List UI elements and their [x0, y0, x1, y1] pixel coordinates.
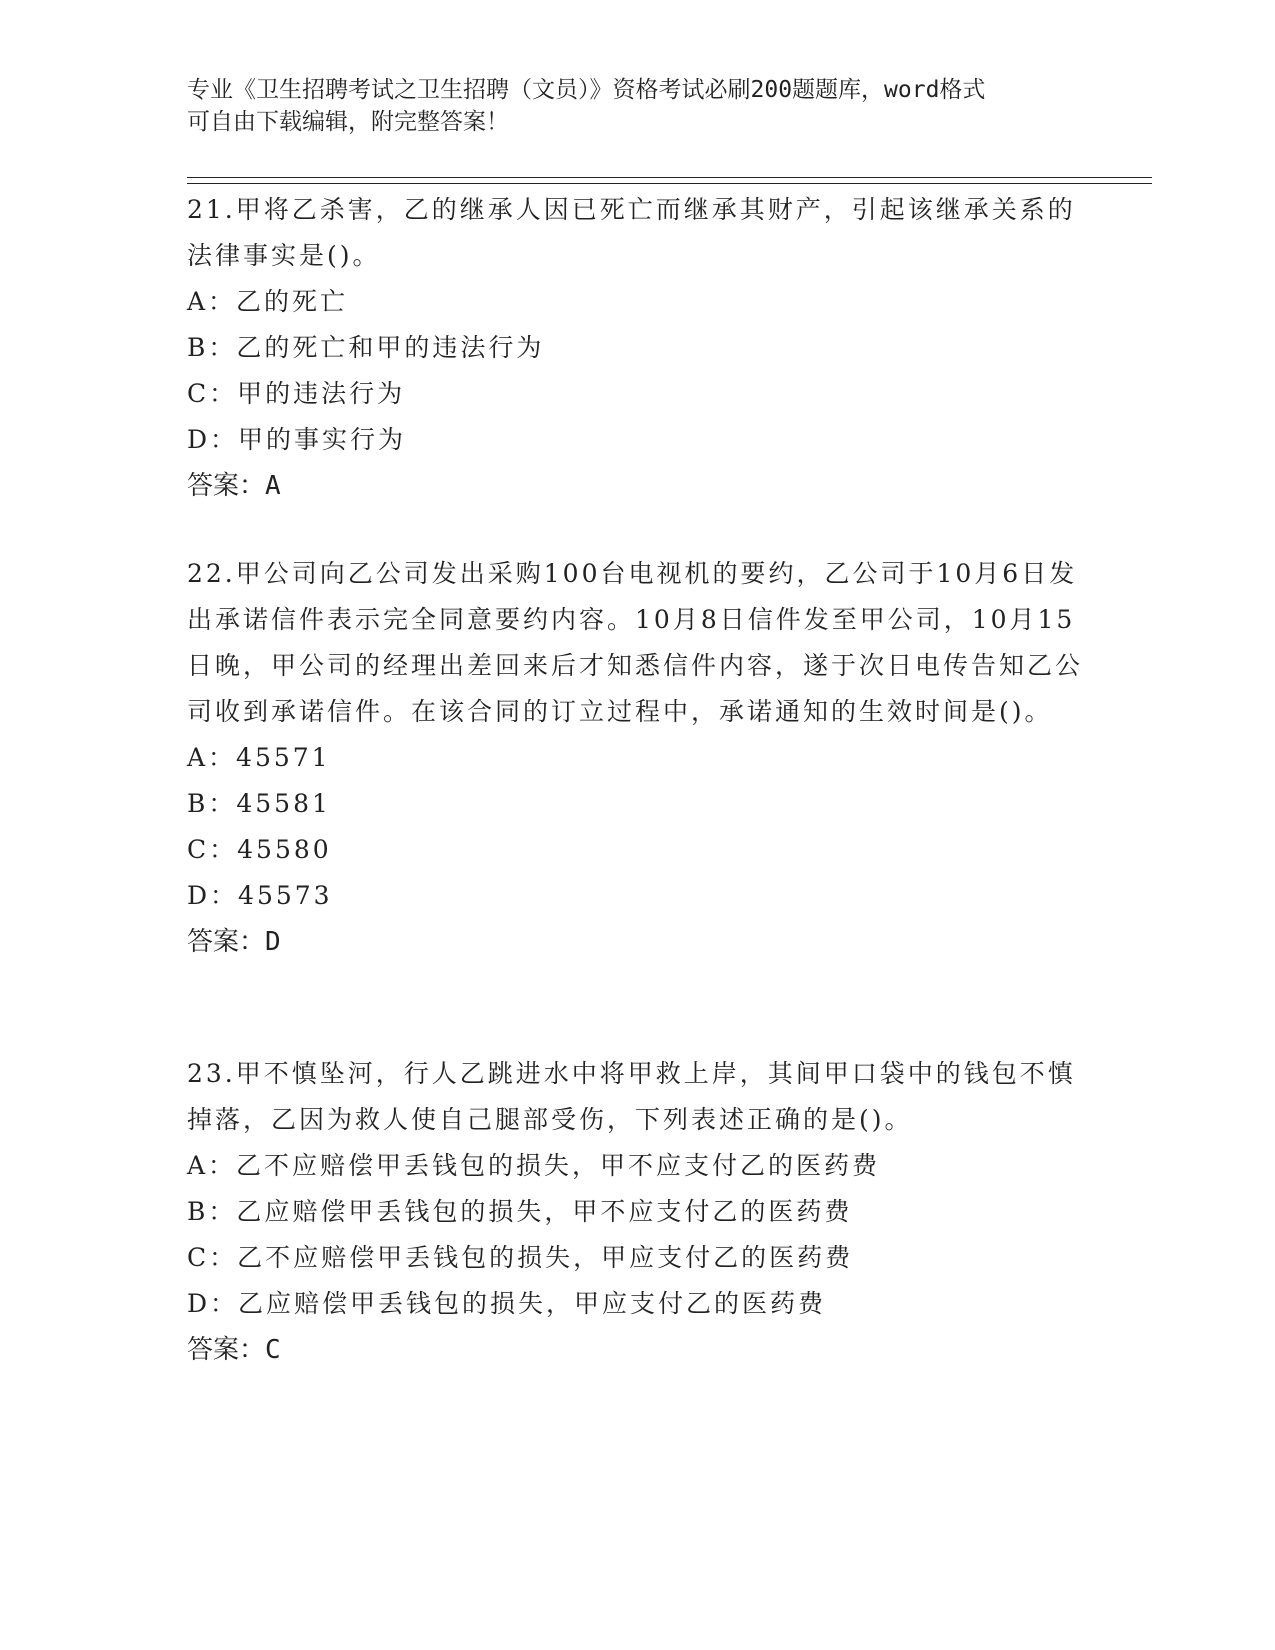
answer: 答案：C — [187, 1335, 281, 1365]
option-b: B：45581 — [187, 789, 331, 818]
header-title-line-1: 专业《卫生招聘考试之卫生招聘（文员）》资格考试必刷200题题库，word格式 — [187, 77, 986, 103]
header-title-line-2: 可自由下载编辑，附完整答案！ — [187, 109, 509, 135]
option-c: C：乙不应赔偿甲丢钱包的损失，甲应支付乙的医药费 — [187, 1243, 854, 1272]
option-d: D：乙应赔偿甲丢钱包的损失，甲应支付乙的医药费 — [187, 1289, 827, 1318]
answer: 答案：A — [187, 471, 281, 501]
header-divider-top — [187, 177, 1152, 178]
question-text: 22.甲公司向乙公司发出采购100台电视机的要约，乙公司于10月6日发出承诺信件表示完全同意要约内容。10月8日信件发至甲公司，10月15日晚，甲公司的经理出差回来后才知悉信件内容，遂于次日电传告知乙公司收到承诺信件。在该合同的订立过程中，承诺通知的生效时间是()。 — [187, 559, 1084, 726]
question-text: 21.甲将乙杀害，乙的继承人因已死亡而继承其财产，引起该继承关系的法律事实是()。 — [187, 195, 1076, 270]
option-c: C：45580 — [187, 835, 332, 864]
document-header — [187, 74, 1067, 138]
option-a: A：乙的死亡 — [187, 287, 349, 316]
question-23 — [187, 1051, 1087, 1373]
question-22 — [187, 551, 1087, 965]
option-b: B：乙应赔偿甲丢钱包的损失，甲不应支付乙的医药费 — [187, 1197, 853, 1226]
option-d: D：甲的事实行为 — [187, 425, 407, 454]
question-21 — [187, 187, 1087, 509]
option-b: B：乙的死亡和甲的违法行为 — [187, 333, 545, 362]
header-divider-bottom — [187, 183, 1152, 184]
answer: 答案：D — [187, 927, 281, 957]
question-text: 23.甲不慎坠河，行人乙跳进水中将甲救上岸，其间甲口袋中的钱包不慎掉落，乙因为救人使自己腿部受伤，下列表述正确的是()。 — [187, 1059, 1076, 1134]
option-d: D：45573 — [187, 881, 333, 910]
option-a: A：乙不应赔偿甲丢钱包的损失，甲不应支付乙的医药费 — [187, 1151, 881, 1180]
option-c: C：甲的违法行为 — [187, 379, 406, 408]
option-a: A：45571 — [187, 743, 331, 772]
